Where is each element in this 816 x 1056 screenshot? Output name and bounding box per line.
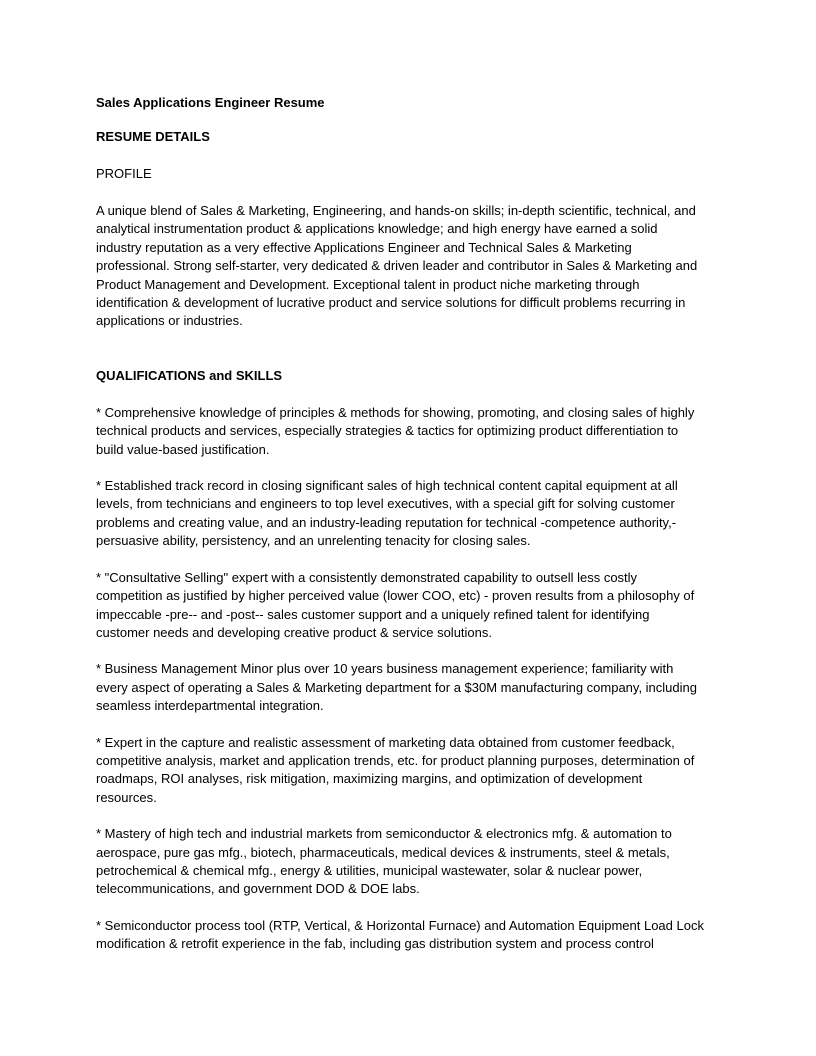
- skill-line: resources.: [96, 789, 157, 805]
- profile-paragraph: [96, 202, 716, 331]
- skill-line: * Semiconductor process tool (RTP, Vertical, & Horizontal Furnace) and Automation Equipment Load Lock: [96, 917, 704, 933]
- skill-line: aerospace, pure gas mfg., biotech, pharmaceuticals, medical devices & instruments, steel & metals,: [96, 844, 670, 860]
- skill-item: [96, 404, 716, 459]
- skill-line: persuasive ability, persistency, and an unrelenting tenacity for closing sales.: [96, 533, 531, 549]
- skill-line: * Business Management Minor plus over 10 years business management experience; familiarity with: [96, 661, 674, 677]
- skill-line: * Expert in the capture and realistic assessment of marketing data obtained from customer feedback,: [96, 734, 675, 750]
- skill-item: [96, 825, 716, 899]
- skill-item: [96, 734, 716, 808]
- skill-line: * Comprehensive knowledge of principles & methods for showing, promoting, and closing sales of highly: [96, 404, 695, 420]
- profile-line: A unique blend of Sales & Marketing, Engineering, and hands-on skills; in-depth scientific, technical, and: [96, 203, 696, 218]
- skill-line: levels, from technicians and engineers to top level executives, with a special gift for solving customer: [96, 496, 675, 512]
- skill-line: * Established track record in closing significant sales of high technical content capital equipment at all: [96, 478, 678, 494]
- profile-heading: PROFILE: [96, 166, 152, 181]
- skill-line: build value-based justification.: [96, 441, 270, 457]
- skill-line: competition as justified by higher perceived value (lower COO, etc) - proven results from a philosophy of: [96, 588, 695, 604]
- skill-line: impeccable -pre-- and -post-- sales customer support and a uniquely refined talent for identifying: [96, 606, 650, 622]
- skill-line: roadmaps, ROI analyses, risk mitigation, maximizing margins, and optimization of development: [96, 771, 643, 787]
- skill-item: [96, 477, 716, 551]
- skill-line: every aspect of operating a Sales & Marketing department for a $30M manufacturing company, including: [96, 679, 697, 695]
- skill-line: modification & retrofit experience in the fab, including gas distribution system and process control: [96, 936, 654, 952]
- skill-line: competitive analysis, market and application trends, etc. for product planning purposes, determination of: [96, 752, 695, 768]
- skill-item: [96, 917, 716, 954]
- skill-line: telecommunications, and government DOD & DOE labs.: [96, 881, 420, 897]
- profile-line: industry reputation as a very effective Applications Engineer and Technical Sales & Marketing: [96, 239, 632, 255]
- skill-line: * "Consultative Selling" expert with a consistently demonstrated capability to outsell less costly: [96, 569, 638, 585]
- profile-line: analytical instrumentation product & applications knowledge; and high energy have earned a solid: [96, 221, 658, 237]
- qualifications-heading: QUALIFICATIONS and SKILLS: [96, 367, 283, 383]
- profile-line: Product Management and Development. Exceptional talent in product niche marketing through: [96, 276, 640, 292]
- resume-page: [96, 94, 716, 954]
- skill-item: [96, 569, 716, 643]
- profile-line: identification & development of lucrative product and service solutions for difficult problems recurring in: [96, 295, 686, 311]
- skill-item: [96, 660, 716, 715]
- profile-line: applications or industries.: [96, 313, 243, 329]
- resume-details-heading: RESUME DETAILS: [96, 129, 210, 144]
- document-title: Sales Applications Engineer Resume: [96, 95, 325, 110]
- skill-line: petrochemical & chemical mfg., energy & utilities, municipal wastewater, solar & nuclear power,: [96, 862, 643, 878]
- skill-line: problems and creating value, and an industry-leading reputation for technical -competence authority,-: [96, 514, 677, 530]
- profile-line: professional. Strong self-starter, very dedicated & driven leader and contributor in Sales & Marketing and: [96, 258, 698, 274]
- skill-line: technical products and services, especially strategies & tactics for optimizing product differentiation to: [96, 423, 679, 439]
- skill-line: seamless interdepartmental integration.: [96, 698, 324, 714]
- skill-line: customer needs and developing creative product & service solutions.: [96, 624, 492, 640]
- skill-line: * Mastery of high tech and industrial markets from semiconductor & electronics mfg. & automation to: [96, 826, 672, 842]
